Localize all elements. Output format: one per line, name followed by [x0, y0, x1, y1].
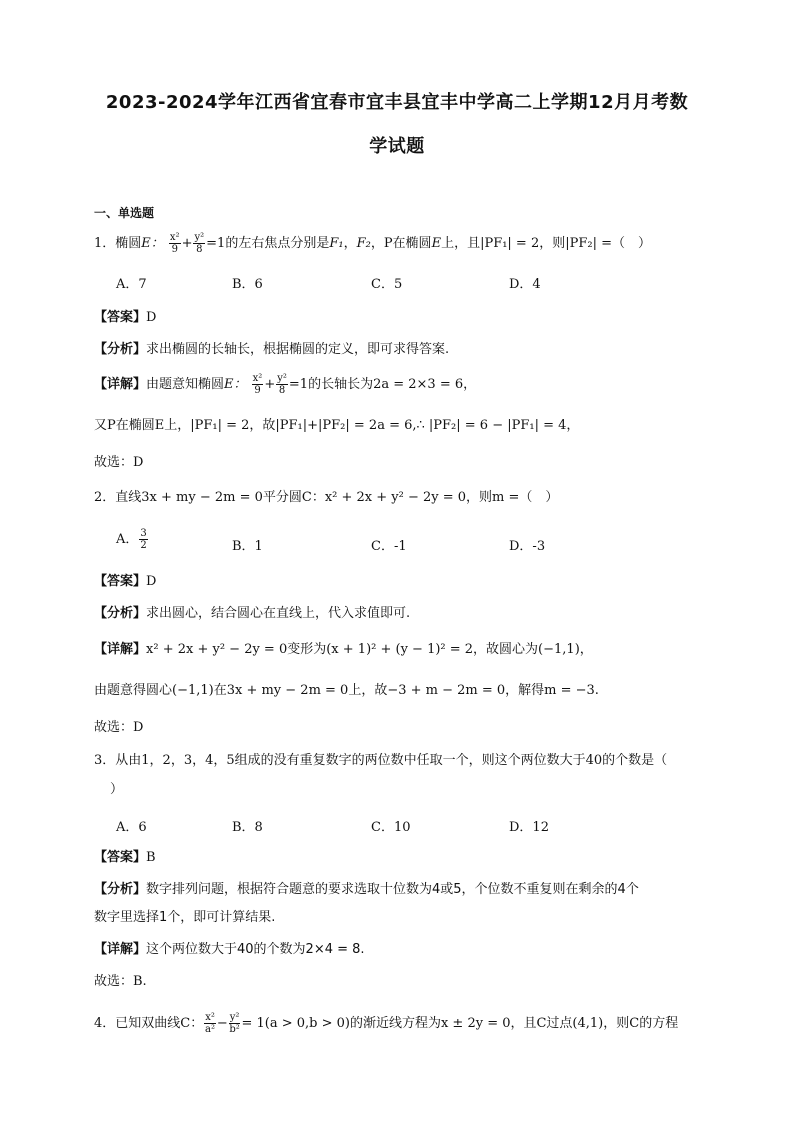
q1-eq-text: =1的左右焦点分别是	[206, 236, 330, 251]
q1-detail-line2: 又P在椭圆E上，|PF₁| = 2，故|PF₁|+|PF₂| = 2a = 6,∴ |PF₂| = 6 − |PF₁| = 4，	[94, 418, 580, 433]
q1-detail-frac-x-num: x²	[252, 373, 263, 384]
q3-option-b: B．8	[232, 820, 263, 835]
q3-answer-line	[94, 849, 156, 867]
q1-e2: E	[431, 236, 442, 251]
q1-detail-ellipse: E：	[224, 377, 247, 392]
q1-ellipse-name: E：	[141, 236, 164, 251]
section-heading: 一、单选题	[94, 206, 155, 220]
q1-option-c: C．5	[371, 277, 403, 292]
q2-detail: x² + 2x + y² − 2y = 0变形为(x + 1)² + (y − 1)² = 2，故圆心为(−1,1)，	[146, 642, 593, 657]
q2-stem: 2．直线3x + my − 2m = 0平分圆C：x² + 2x + y² − 2y = 0，则m =（ ）	[94, 490, 559, 505]
q1-frac-y	[193, 232, 205, 255]
q3-analysis-line	[94, 881, 639, 899]
q3-option-a: A．6	[116, 820, 147, 835]
q4-pre: 4．已知双曲线C：	[94, 1016, 204, 1031]
q4-post: = 1(a > 0,b > 0)的渐近线方程为x ± 2y = 0，且C过点(4,1)，则C的方程	[241, 1016, 679, 1031]
q4-frac-y-den: b²	[229, 1024, 240, 1035]
q3-option-c: C．10	[371, 820, 411, 835]
q2-choice: 故选：D	[94, 720, 144, 735]
detail-tag: 【详解】	[94, 642, 147, 657]
q1-detail-frac-x	[252, 373, 264, 396]
q2-analysis-line	[94, 605, 410, 623]
q2-option-a	[116, 528, 149, 551]
q1-detail-frac-y-num: y²	[277, 373, 287, 384]
analysis-tag: 【分析】	[94, 342, 147, 357]
q2-option-d: D．-3	[509, 539, 546, 554]
q3-choice: 故选：B.	[94, 974, 147, 989]
q4-stem	[94, 1012, 678, 1035]
q1-number: 1．椭圆	[94, 236, 142, 251]
q4-frac-x-den: a²	[205, 1024, 216, 1035]
q4-minus: −	[216, 1016, 228, 1031]
q2-answer: D	[146, 574, 157, 589]
q2-answer-line	[94, 573, 156, 591]
q2-analysis: 求出圆心，结合圆心在直线上，代入求值即可.	[146, 606, 411, 621]
q3-detail-line	[94, 941, 365, 959]
q1-option-b: B．6	[232, 277, 263, 292]
answer-tag: 【答案】	[94, 574, 147, 589]
q2-option-a-frac	[139, 528, 147, 551]
q1-answer: D	[146, 310, 157, 325]
q1-f2: F₂	[356, 236, 371, 251]
q4-frac-x	[204, 1012, 216, 1035]
q3-option-d: D．12	[509, 820, 549, 835]
q1-detail-frac-x-den: 9	[254, 385, 261, 396]
q2-option-a-label: A．	[116, 532, 139, 547]
q2-option-a-num: 3	[140, 528, 147, 539]
q1-detail-line: 【详解】由题意知椭圆E： $\frac{\text{x²}}{9}$ + $\frac{\text{y²}}{8}$ =1的长轴长为2a = 2×3 = 6，	[94, 373, 477, 396]
q4-frac-x-num: x²	[205, 1012, 215, 1023]
q1-analysis: 求出椭圆的长轴长，根据椭圆的定义，即可求得答案.	[146, 342, 450, 357]
paper-title-line2: 学试题	[369, 136, 425, 157]
q1-p-on: ，P在椭圆	[370, 236, 432, 251]
q1-option-d: D．4	[509, 277, 541, 292]
q3-stem: 3．从由1，2，3，4，5组成的没有重复数字的两位数中任取一个，则这个两位数大于40的个数是（	[94, 753, 668, 768]
q3-analysis-line2: 数字里选择1个，即可计算结果.	[94, 910, 276, 925]
q1-frac-x-den: 9	[171, 244, 178, 255]
q1-given: 上，且|PF₁| = 2，则|PF₂| =（ ）	[441, 236, 651, 251]
q4-frac-y	[229, 1012, 241, 1035]
q1-f1: F₁	[329, 236, 344, 251]
q1-frac-x	[169, 232, 181, 255]
q1-detail-post: =1的长轴长为2a = 2×3 = 6，	[288, 377, 477, 392]
q1-choice: 故选：D	[94, 455, 144, 470]
answer-tag: 【答案】	[94, 310, 147, 325]
q1-analysis-line	[94, 341, 449, 359]
q1-detail-frac-y-den: 8	[278, 385, 286, 396]
q3-answer: B	[146, 850, 156, 865]
detail-tag: 【详解】	[94, 377, 147, 392]
q4-frac-y-num: y²	[229, 1012, 240, 1023]
q1-detail-frac-y	[276, 373, 288, 396]
q2-detail-line	[94, 641, 593, 659]
q1-option-a: A．7	[116, 277, 147, 292]
q1-answer-line	[94, 309, 156, 327]
q3-stem-close: ）	[110, 782, 124, 797]
q1-comma: ，	[343, 236, 357, 251]
q2-detail-line2: 由题意得圆心(−1,1)在3x + my − 2m = 0上，故−3 + m − 2m = 0，解得m = −3.	[94, 683, 599, 698]
q2-option-a-den: 2	[140, 540, 147, 551]
detail-tag: 【详解】	[94, 942, 147, 957]
analysis-tag: 【分析】	[94, 606, 147, 621]
q3-analysis: 数字排列问题，根据符合题意的要求选取十位数为4或5，个位数不重复则在剩余的4个	[146, 882, 639, 897]
paper-title-line1: 2023-2024学年江西省宜春市宜丰县宜丰中学高二上学期12月月考数	[105, 92, 689, 113]
answer-tag: 【答案】	[94, 850, 147, 865]
q1-frac-y-den: 8	[196, 244, 203, 255]
q1-frac-x-num: x²	[169, 232, 180, 243]
q1-frac-y-num: y²	[194, 232, 205, 243]
q1-stem: 1．椭圆E： $\frac{\text{x²}}{9}$ + $\frac{\text{y²}}{8}$ =1的左右焦点分别是F₁，F₂，P在椭圆E上，且|PF₁| = 2，则|PF₂| =（ ）	[94, 232, 651, 255]
q1-detail-pre: 由题意知椭圆	[146, 377, 225, 392]
q3-detail: 这个两位数大于40的个数为2×4 = 8.	[146, 942, 365, 957]
q2-option-b: B．1	[232, 539, 263, 554]
analysis-tag: 【分析】	[94, 882, 147, 897]
q2-option-c: C．-1	[371, 539, 407, 554]
